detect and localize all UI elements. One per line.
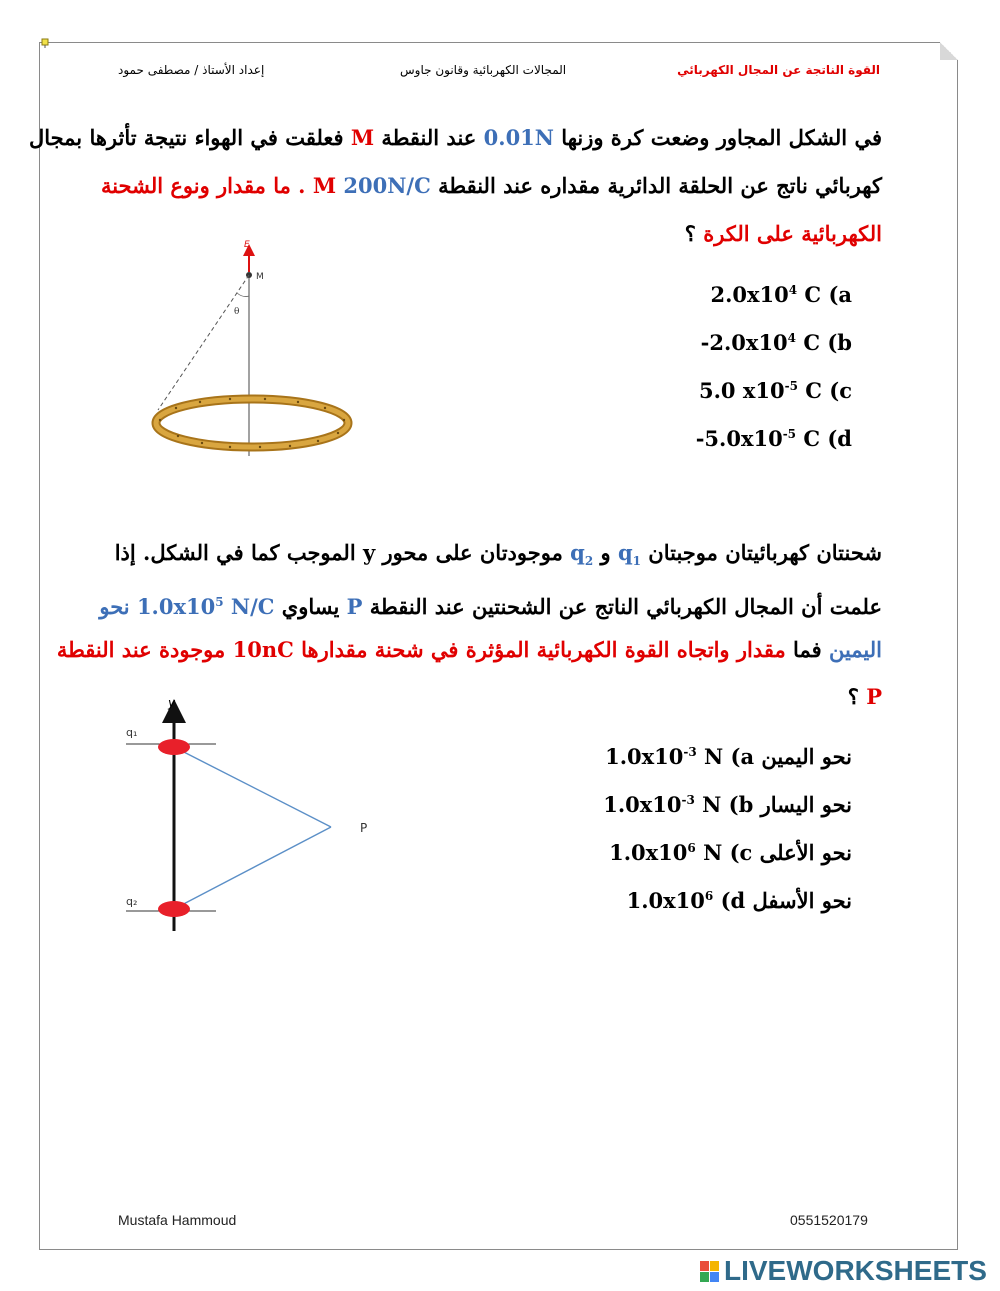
label-y: y [168, 696, 176, 710]
label-theta: θ [234, 307, 240, 317]
charges-figure [120, 695, 390, 935]
q1-line3: الكهربائية على الكرة ؟ [684, 221, 882, 246]
q1-option-d[interactable]: $-5.0x10^{-5}$ C (d [695, 426, 852, 451]
theta-arc [237, 293, 249, 297]
q1-line2: كهربائي ناتج عن الحلقة الدائرية مقداره عند النقطة M 200N/C . ما مقدار ونوع الشحنة [100, 173, 882, 198]
footer-phone: 0551520179 [790, 1212, 868, 1228]
liveworksheets-logo-icon [700, 1261, 720, 1283]
q2-line4: P ؟ [847, 684, 882, 709]
line-q1-P [174, 747, 331, 827]
dashed-line [158, 275, 249, 410]
header-unit: المجالات الكهربائية وقانون جاوس [400, 63, 567, 77]
q2-line2: علمت أن المجال الكهربائي الناتج عن الشحنتين عند النقطة P يساوي $1.0x10^5$ N/C نحو [99, 594, 882, 619]
q2-option-d[interactable]: نحو الأسفل $1.0x10^6$ (d [626, 888, 852, 913]
q2-line1: شحنتان كهربائيتان موجبتان $q_1$ و $q_2$ موجودتان على محور y الموجب كما في الشكل. إذا [114, 540, 882, 569]
q1-option-b[interactable]: $-2.0x10^4$ C (b [700, 330, 852, 355]
q1-option-c[interactable]: 5.0 $x10^{-5}$ C (c [699, 378, 852, 403]
ring-highlight [156, 399, 348, 447]
footer-name: Mustafa Hammoud [118, 1212, 237, 1228]
q1-option-a[interactable]: $2.0x10^4$ C (a [710, 282, 852, 307]
label-q1: q₁ [126, 726, 138, 739]
label-E: E [244, 240, 250, 250]
q2-line3: اليمين فما مقدار واتجاه القوة الكهربائية المؤثرة في شحنة مقدارها 10nC موجودة عند النقطة [56, 637, 882, 662]
line-q2-P [174, 827, 331, 909]
label-M: M [256, 272, 264, 282]
ring-figure [150, 238, 365, 458]
label-q2: q₂ [126, 895, 138, 908]
pin-icon [41, 38, 49, 48]
q2-option-b[interactable]: نحو اليسار $1.0x10^{-3}$ N (b [603, 792, 852, 817]
label-P: P [360, 821, 368, 835]
charge-q2 [158, 901, 190, 917]
q2-option-c[interactable]: نحو الأعلى $1.0x10^6$ N (c [609, 840, 852, 865]
header-topic: القوة الناتجة عن المجال الكهربائي [677, 63, 880, 77]
liveworksheets-logo[interactable]: LIVEWORKSHEETS [724, 1255, 987, 1286]
charge-q1 [158, 739, 190, 755]
q1-line1: في الشكل المجاور وضعت كرة وزنها 0.01N عند النقطة M فعلقت في الهواء نتيجة تأثرها بمجال [28, 125, 882, 150]
q2-option-a[interactable]: نحو اليمين $1.0x10^{-3}$ N (a [605, 744, 852, 769]
page-fold-corner [940, 42, 958, 60]
header-author: إعداد الأستاذ / مصطفى حمود [118, 63, 265, 77]
